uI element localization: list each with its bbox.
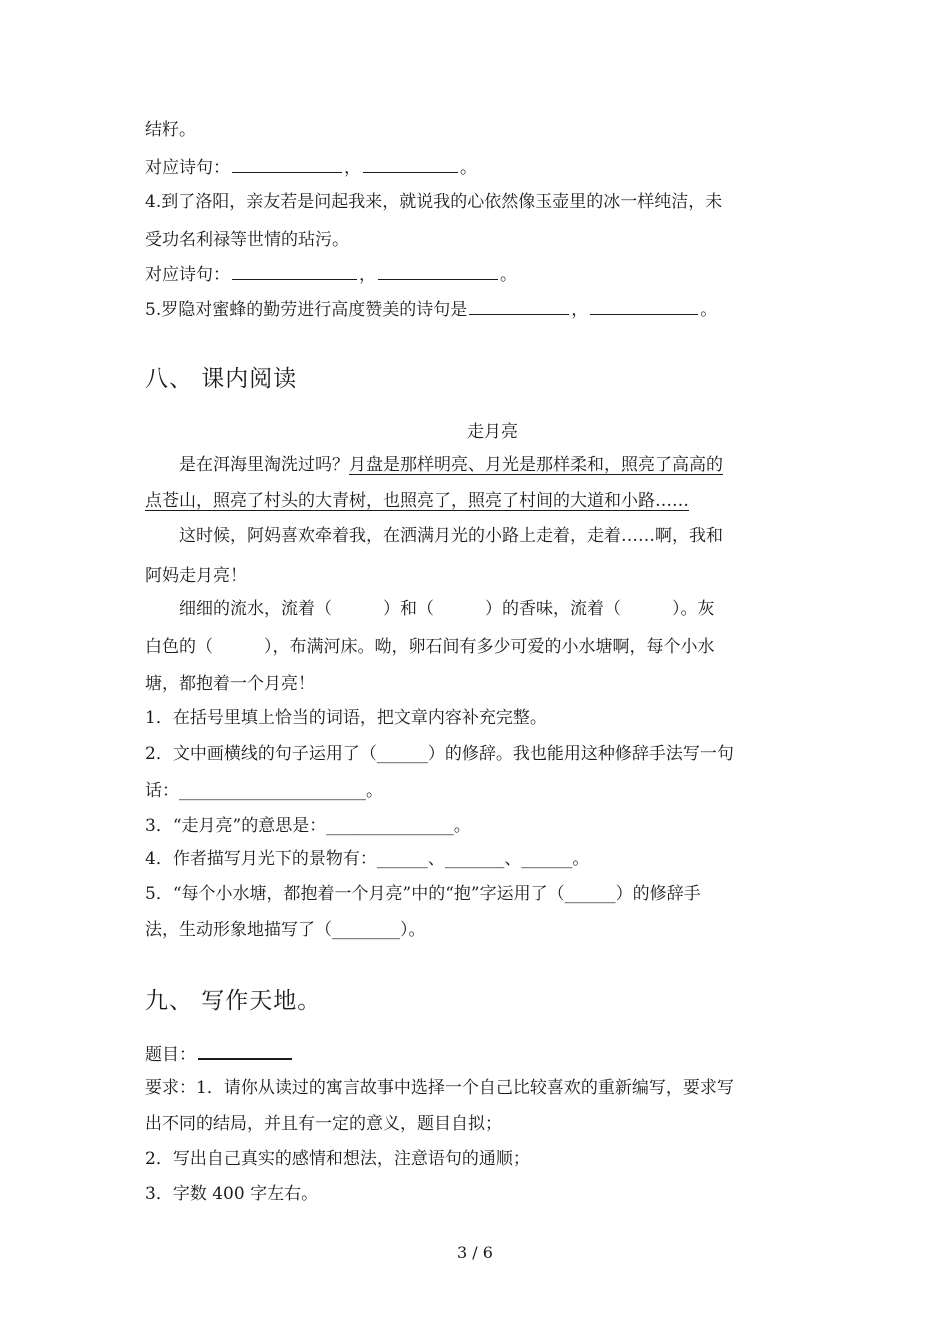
section-heading: 九、 写作天地。 [145,988,322,1014]
answer-blank[interactable] [363,156,458,173]
punctuation: 。 [500,265,517,285]
passage-line: 阿妈走月亮！ [145,566,247,586]
underlined-sentence: 点苍山，照亮了村头的大青树，也照亮了，照亮了村间的大道和小路…… [145,491,689,511]
topic-line [145,1042,294,1067]
passage-title: 走月亮 [467,422,518,442]
passage-line: 白色的（ ），布满河床。呦，卵石间有多少可爱的小水塘啊，每个小水 [145,637,715,657]
question-text [145,298,717,322]
requirement-text: 要求：1．请你从读过的寓言故事中选择一个自己比较喜欢的重新编写，要求写 [145,1078,734,1098]
answer-blank[interactable] [378,263,498,280]
question-text: 受功名利禄等世情的玷污。 [145,230,349,250]
requirement-text: 3．字数 400 字左右。 [145,1184,319,1204]
punctuation: ， [359,265,376,285]
underlined-sentence: 月盘是那样明亮、月光是那样柔和，照亮了高高的 [349,455,723,475]
answer-blank[interactable] [232,263,357,280]
page-number: 3 / 6 [457,1243,493,1262]
answer-label: 对应诗句： [145,265,230,285]
passage-line: 塘，都抱着一个月亮！ [145,674,315,694]
question-prompt: 5.罗隐对蜜蜂的勤劳进行高度赞美的诗句是 [145,300,468,320]
question-text: 4．作者描写月光下的景物有：______、_______、______。 [145,849,590,869]
requirement-text: 出不同的结局，并且有一定的意义，题目自拟； [145,1114,502,1134]
question-text: 话：______________________。 [145,781,383,801]
question-text: 4.到了洛阳，亲友若是问起我来，就说我的心依然像玉壶里的冰一样纯洁，未 [145,192,723,212]
passage-text: 是在洱海里淘洗过吗？ [179,455,349,475]
question-text: 1．在括号里填上恰当的词语，把文章内容补充完整。 [145,708,547,728]
question-text: 法，生动形象地描写了（________）。 [145,920,426,940]
punctuation: ， [344,158,361,178]
punctuation: 。 [460,158,477,178]
punctuation: ， [571,300,589,320]
answer-line [145,156,477,180]
requirement-text: 2．写出自己真实的感情和想法，注意语句的通顺； [145,1149,530,1169]
section-heading: 八、 课内阅读 [145,366,298,392]
answer-label: 对应诗句： [145,158,230,178]
answer-blank[interactable] [232,156,342,173]
text-line: 结籽。 [145,120,196,140]
question-text: 3．“走月亮”的意思是：_______________。 [145,816,471,836]
passage-line: 细细的流水，流着（ ）和（ ）的香味，流着（ ）。灰 [179,599,715,619]
question-text: 2．文中画横线的句子运用了（______）的修辞。我也能用这种修辞手法写一句 [145,744,734,764]
answer-line [145,263,517,287]
punctuation: 。 [700,300,718,320]
answer-blank[interactable] [590,298,698,315]
passage-line [179,453,723,477]
question-text: 5．“每个小水塘，都抱着一个月亮”中的“抱”字运用了（______）的修辞手 [145,884,701,904]
passage-line: 这时候，阿妈喜欢牵着我，在洒满月光的小路上走着，走着……啊，我和 [179,526,723,546]
topic-label: 题目： [145,1045,196,1065]
topic-blank[interactable] [198,1042,292,1060]
passage-line [145,489,689,513]
answer-blank[interactable] [469,298,569,315]
